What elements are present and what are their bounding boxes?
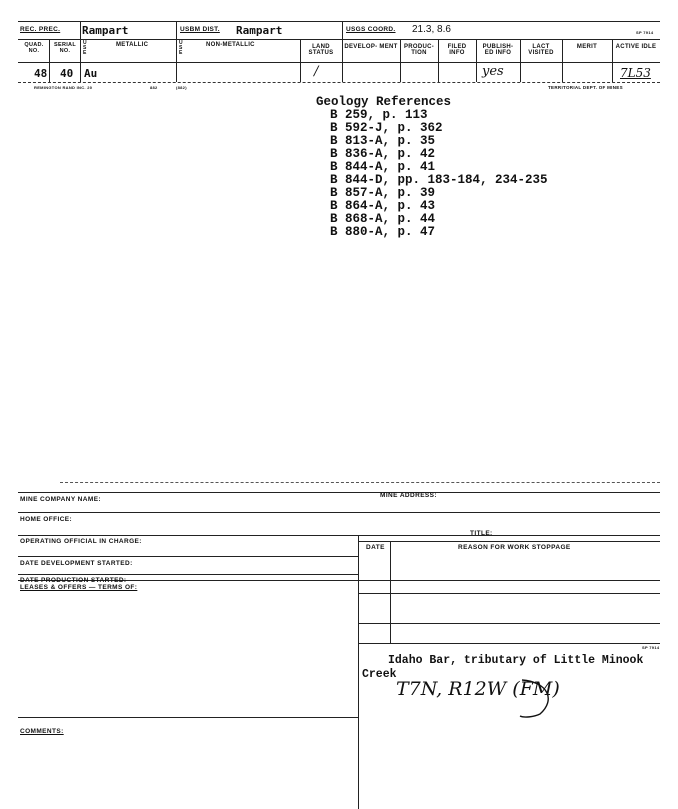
development-label: DEVELOP- MENT bbox=[344, 44, 398, 50]
title-label: TITLE: bbox=[470, 530, 493, 537]
location-line-2: Creek bbox=[362, 668, 397, 681]
territorial-label: TERRITORIAL DEPT. OF MINES bbox=[548, 85, 623, 90]
reference-item: B 880-A, p. 47 bbox=[330, 225, 436, 239]
references-title: Geology References bbox=[316, 95, 452, 109]
reference-item: B 844-A, p. 41 bbox=[330, 160, 436, 174]
rec-prec-value: Rampart bbox=[82, 24, 129, 37]
reference-item: B 592-J, p. 362 bbox=[330, 121, 443, 135]
metallic-value: Au bbox=[84, 67, 98, 80]
mine-address-label: MINE ADDRESS: bbox=[380, 492, 437, 499]
last-visited-label: LACT VISITED bbox=[528, 44, 554, 56]
reference-item: B 864-A, p. 43 bbox=[330, 199, 436, 213]
usbm-dist-label: USBM DIST. bbox=[180, 26, 220, 33]
published-info-label: PUBLISH- ED INFO bbox=[482, 44, 514, 56]
mine-company-label: MINE COMPANY NAME: bbox=[20, 496, 101, 503]
usgs-coord-label: USGS COORD. bbox=[346, 26, 396, 33]
usgs-coord-value: 21.3, 8.6 bbox=[412, 24, 451, 35]
land-status-label: LAND STATUS bbox=[308, 44, 334, 56]
land-status-value: / bbox=[314, 64, 319, 79]
published-info-value: yes bbox=[482, 64, 504, 79]
active-idle-value: 7L53 bbox=[620, 66, 651, 80]
leases-label: LEASES & OFFERS — TERMS OF: bbox=[20, 584, 138, 591]
use-prefix-nonmetallic: U S E bbox=[179, 40, 183, 56]
reference-item: B 813-A, p. 35 bbox=[330, 134, 436, 148]
serial-value: 40 bbox=[60, 67, 74, 80]
references-list bbox=[330, 109, 548, 239]
printer-code-2: (882) bbox=[176, 85, 187, 90]
date-col-label: DATE bbox=[366, 544, 385, 551]
location-handwritten: T7N, R12W (FM) bbox=[396, 678, 560, 700]
date-development-label: DATE DEVELOPMENT STARTED: bbox=[20, 560, 133, 567]
reference-item: B 857-A, p. 39 bbox=[330, 186, 436, 200]
merit-label: MERIT bbox=[576, 44, 598, 50]
usbm-dist-value: Rampart bbox=[236, 24, 283, 37]
reference-item: B 844-D, pp. 183-184, 234-235 bbox=[330, 173, 548, 187]
reference-item: B 836-A, p. 42 bbox=[330, 147, 436, 161]
active-idle-label: ACTIVE IDLE bbox=[615, 44, 657, 50]
printer-code-1: 882 bbox=[150, 85, 158, 90]
handwritten-ellipse-mark bbox=[518, 676, 558, 718]
location-line-1: Idaho Bar, tributary of Little Minook bbox=[388, 654, 644, 667]
form-code-2: SP 7914 bbox=[642, 645, 660, 650]
use-prefix-metallic: U S E bbox=[83, 40, 87, 56]
serial-no-label: SERIAL NO. bbox=[54, 42, 76, 54]
home-office-label: HOME OFFICE: bbox=[20, 516, 73, 523]
filed-info-label: FILED INFO bbox=[447, 44, 467, 56]
reference-item: B 259, p. 113 bbox=[330, 108, 428, 122]
form-code: SP 7914 bbox=[636, 30, 654, 35]
metallic-label: METALLIC bbox=[116, 42, 149, 48]
reason-label: REASON FOR WORK STOPPAGE bbox=[458, 544, 571, 551]
comments-label: COMMENTS: bbox=[20, 728, 64, 735]
quad-no-label: QUAD. NO. bbox=[24, 42, 44, 54]
printer-line: REMINGTON RAND INC. 20 bbox=[34, 85, 93, 90]
operating-official-label: OPERATING OFFICIAL IN CHARGE: bbox=[20, 538, 142, 545]
date-production-label: DATE PRODUCTION STARTED: bbox=[20, 577, 127, 584]
rec-prec-label: REC. PREC. bbox=[20, 26, 61, 33]
production-label: PRODUC- TION bbox=[403, 44, 435, 56]
nonmetallic-label: NON-METALLIC bbox=[206, 42, 255, 48]
reference-item: B 868-A, p. 44 bbox=[330, 212, 436, 226]
quad-value: 48 bbox=[34, 67, 48, 80]
